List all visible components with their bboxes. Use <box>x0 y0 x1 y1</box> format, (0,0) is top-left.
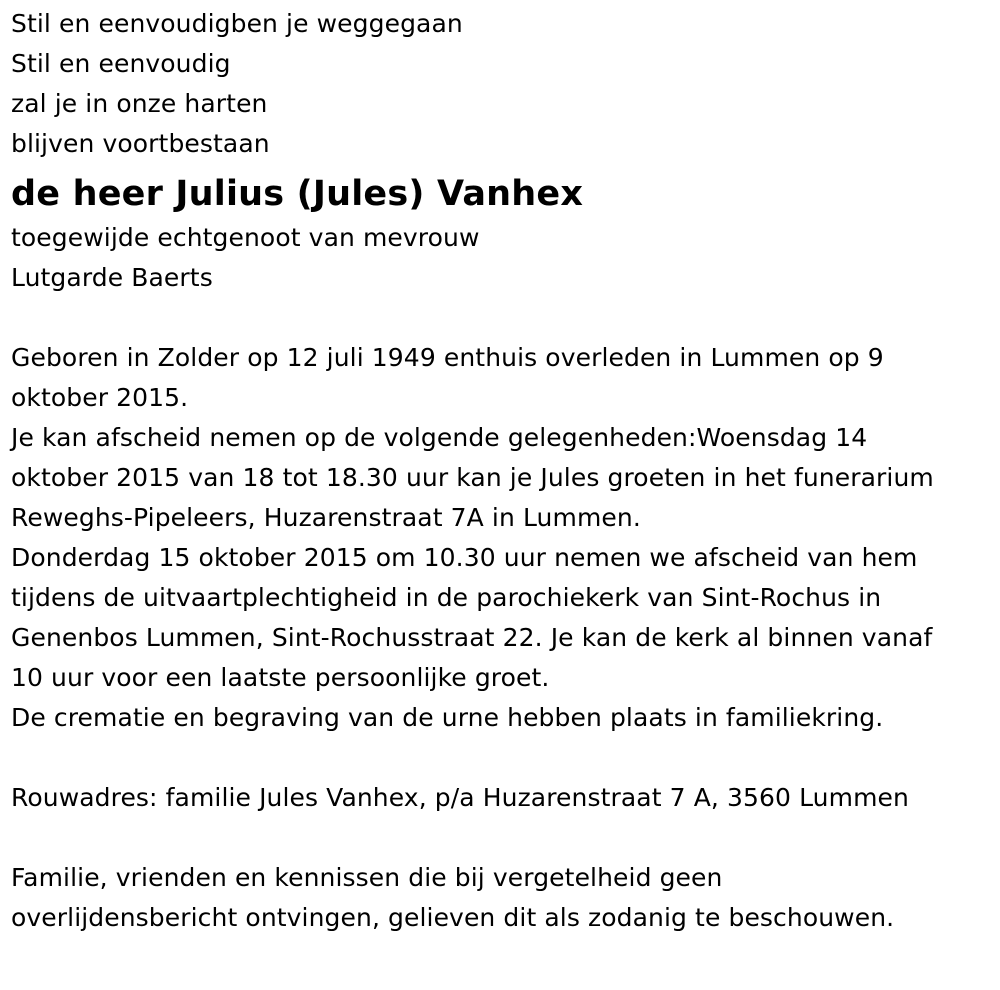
spacer <box>11 738 996 778</box>
deceased-name: de heer Julius (Jules) Vanhex <box>11 174 584 214</box>
poem <box>11 4 996 164</box>
announcement-line: oktober 2015. <box>11 383 189 412</box>
relation-line: toegewijde echtgenoot van mevrouw <box>11 223 480 252</box>
notice <box>11 858 996 938</box>
poem-line: blijven voortbestaan <box>11 129 270 158</box>
announcement-line: De crematie en begraving van de urne hebben plaats in familiekring. <box>11 703 884 732</box>
announcement-line: oktober 2015 van 18 tot 18.30 uur kan je Jules groeten in het funerarium <box>11 463 934 492</box>
obituary-document <box>11 4 996 938</box>
poem-line: zal je in onze harten <box>11 89 268 118</box>
spacer <box>11 818 996 858</box>
poem-line: Stil en eenvoudig <box>11 49 231 78</box>
announcement <box>11 338 996 738</box>
spacer <box>11 298 996 338</box>
announcement-line: 10 uur voor een laatste persoonlijke groet. <box>11 663 550 692</box>
mourning-address: Rouwadres: familie Jules Vanhex, p/a Huzarenstraat 7 A, 3560 Lummen <box>11 783 909 812</box>
relation-line: Lutgarde Baerts <box>11 263 213 292</box>
announcement-line: Reweghs-Pipeleers, Huzarenstraat 7A in Lummen. <box>11 503 641 532</box>
announcement-line: Genenbos Lummen, Sint-Rochusstraat 22. Je kan de kerk al binnen vanaf <box>11 623 933 652</box>
poem-line: Stil en eenvoudigben je weggegaan <box>11 9 463 38</box>
relation <box>11 218 996 298</box>
notice-line: Familie, vrienden en kennissen die bij vergetelheid geen <box>11 863 723 892</box>
announcement-line: Donderdag 15 oktober 2015 om 10.30 uur nemen we afscheid van hem <box>11 543 918 572</box>
notice-line: overlijdensbericht ontvingen, gelieven dit als zodanig te beschouwen. <box>11 903 895 932</box>
announcement-line: tijdens de uitvaartplechtigheid in de parochiekerk van Sint-Rochus in <box>11 583 882 612</box>
announcement-line: Je kan afscheid nemen op de volgende gelegenheden:Woensdag 14 <box>11 423 868 452</box>
announcement-line: Geboren in Zolder op 12 juli 1949 enthuis overleden in Lummen op 9 <box>11 343 884 372</box>
